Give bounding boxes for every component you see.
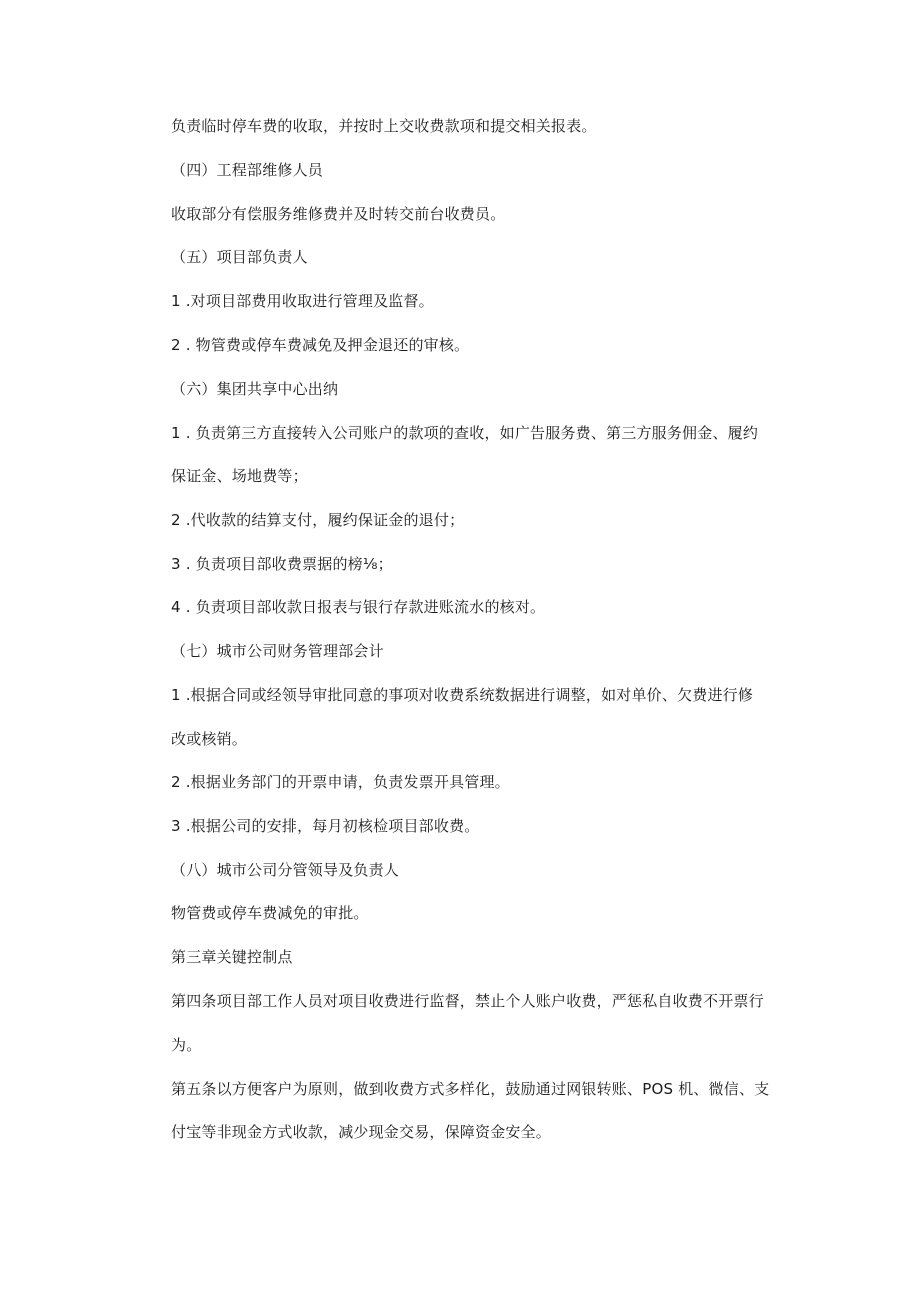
paragraph-line: 负责临时停车费的收取，并按时上交收费款项和提交相关报表。 bbox=[171, 117, 597, 135]
article-line: 第四条项目部工作人员对项目收费进行监督，禁止个人账户收费，严惩私自收费不开票行 bbox=[171, 992, 764, 1010]
section-heading: （八）城市公司分管领导及负责人 bbox=[171, 861, 400, 879]
list-item: 4 . 负责项目部收款日报表与银行存款进账流水的核对。 bbox=[171, 598, 546, 616]
list-item: 2 .代收款的结算支付，履约保证金的退付； bbox=[171, 511, 465, 529]
paragraph-line: 物管费或停车费减免的审批。 bbox=[171, 904, 369, 922]
list-item: 1 .根据合同或经领导审批同意的事项对收费系统数据进行调整，如对单价、欠费进行修 bbox=[171, 686, 754, 704]
section-heading: （七）城市公司财务管理部会计 bbox=[171, 642, 384, 660]
list-item: 2 .根据业务部门的开票申请，负责发票开具管理。 bbox=[171, 773, 510, 791]
chapter-heading: 第三章关键控制点 bbox=[171, 948, 293, 966]
list-item: 1 .对项目部费用收取进行管理及监督。 bbox=[171, 292, 434, 310]
list-item: 1 . 负责第三方直接转入公司账户的款项的查收，如广告服务费、第三方服务佣金、履约 bbox=[171, 424, 759, 442]
list-item: 3 .根据公司的安排，每月初核检项目部收费。 bbox=[171, 817, 480, 835]
section-heading: （四）工程部维修人员 bbox=[171, 161, 324, 179]
section-heading: （五）项目部负责人 bbox=[171, 248, 308, 266]
list-item: 2 . 物管费或停车费减免及押金退还的审核。 bbox=[171, 336, 470, 354]
section-heading: （六）集团共享中心出纳 bbox=[171, 380, 339, 398]
paragraph-line: 收取部分有偿服务维修费并及时转交前台收费员。 bbox=[171, 205, 506, 223]
list-item-continuation: 保证金、场地费等； bbox=[171, 467, 308, 485]
article-line: 第五条以方便客户为原则，做到收费方式多样化，鼓励通过网银转账、POS 机、微信、支 bbox=[171, 1080, 770, 1098]
article-line-continuation: 为。 bbox=[171, 1036, 202, 1054]
article-line-continuation: 付宝等非现金方式收款，减少现金交易，保障资金安全。 bbox=[171, 1123, 552, 1141]
list-item-continuation: 改或核销。 bbox=[171, 730, 248, 748]
list-item: 3 . 负责项目部收费票据的榜⅛； bbox=[171, 555, 393, 573]
